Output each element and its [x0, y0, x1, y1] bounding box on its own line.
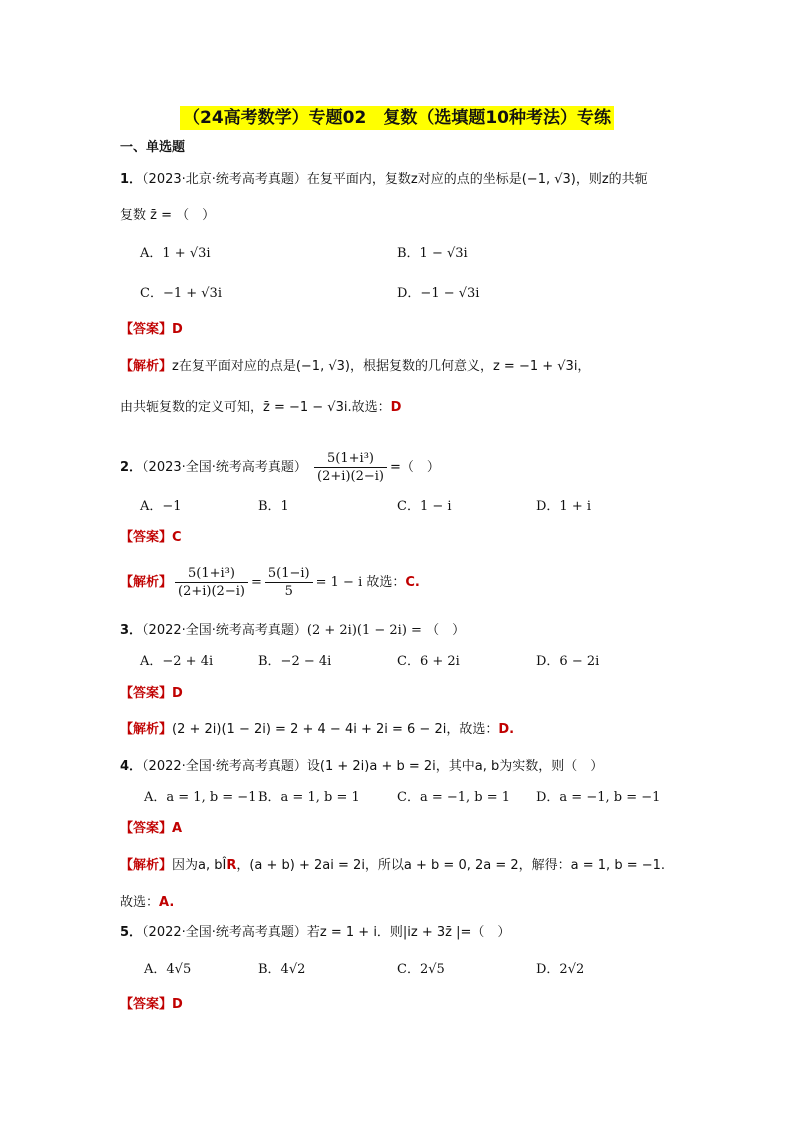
question-1-analysis-2: 由共轭复数的定义可知，z̄ = −1 − √3i.故选：D [120, 400, 402, 415]
question-2-source: （2023·全国·统考高考真题） [142, 460, 307, 475]
question-3-answer: 【答案】D [120, 686, 183, 701]
answer-value: D [172, 322, 183, 337]
question-5-source: （2022·全国·统考高考真题） [142, 925, 307, 940]
question-4-number: 4． [120, 759, 143, 774]
question-1-line-2: 复数 z̄ = （ ） [120, 208, 216, 223]
question-2-line: 2．（2023·全国·统考高考真题） $\frac{\text{5(1+i³)}}{(2+i)(2-i)}$ =（ ） [120, 451, 440, 484]
question-1-option-d: D．−1 − √3i [397, 286, 480, 301]
question-3-option-c: C．6 + 2i [397, 654, 460, 669]
question-2-option-b: B．1 [258, 499, 289, 514]
question-4-option-d: D．a = −1, b = −1 [536, 790, 661, 805]
question-3-option-b: B．−2 − 4i [258, 654, 332, 669]
question-3-option-d: D．6 − 2i [536, 654, 600, 669]
question-4-option-c: C．a = −1, b = 1 [397, 790, 511, 805]
question-4-analysis-2: 故选：A. [120, 895, 175, 910]
question-2-option-a: A．−1 [140, 499, 182, 514]
section-heading: 一、单选题 [120, 140, 186, 155]
question-2-fraction: $\frac{\text{5(1+i³)}}{(2+i)(2-i)}$ [314, 450, 387, 485]
question-1-text: 在复平面内，复数z对应的点的坐标是(−1, √3)，则z的共轭 [306, 172, 648, 187]
question-4-line: 4．（2022·全国·统考高考真题）设(1 + 2i)a + b = 2i，其中a, b为实数，则（ ） [120, 759, 604, 774]
question-3-line: 3．（2022·全国·统考高考真题）(2 + 2i)(1 − 2i) = （ ） [120, 623, 466, 638]
question-5-line: 5．（2022·全国·统考高考真题）若z = 1 + i．则|iz + 3z̄ |=（ ） [120, 925, 511, 940]
question-5-option-b: B．4√2 [258, 962, 306, 977]
question-4-option-a: A．a = 1, b = −1 [144, 790, 257, 805]
question-5-number: 5． [120, 925, 143, 940]
question-5-option-a: A．4√5 [144, 962, 192, 977]
question-3-number: 3． [120, 623, 143, 638]
question-2-analysis: 【解析】 $\frac{\text{5(1+i³)}}{(2+i)(2-i)}$ = $\frac{5(1-i)}{5}$ = 1 − i 故选：C. [120, 566, 420, 599]
question-3-option-a: A．−2 + 4i [140, 654, 214, 669]
question-1-option-a: A．1 + √3i [140, 246, 211, 261]
question-1-option-c: C．−1 + √3i [140, 286, 222, 301]
question-1-answer: 【答案】D [120, 322, 183, 337]
question-4-answer: 【答案】A [120, 821, 183, 836]
question-1-option-b: B．1 − √3i [397, 246, 468, 261]
question-2-option-d: D．1 + i [536, 499, 592, 514]
question-5-option-c: C．2√5 [397, 962, 445, 977]
question-2-number: 2． [120, 460, 143, 475]
question-5-answer: 【答案】D [120, 997, 183, 1012]
question-5-option-d: D．2√2 [536, 962, 585, 977]
page-title: （24高考数学）专题02 复数（选填题10种考法）专练 [0, 103, 794, 128]
question-1-analysis-1: 【解析】z在复平面对应的点是(−1, √3)，根据复数的几何意义，z = −1 + √3i， [120, 359, 591, 374]
question-2-option-c: C．1 − i [397, 499, 452, 514]
question-1-source: （2023·北京·统考高考真题） [142, 172, 307, 187]
question-1-number: 1． [120, 172, 143, 187]
question-2-answer: 【答案】C [120, 530, 182, 545]
question-4-source: （2022·全国·统考高考真题） [142, 759, 307, 774]
question-3-analysis: 【解析】(2 + 2i)(1 − 2i) = 2 + 4 − 4i + 2i = 6 − 2i，故选：D. [120, 722, 515, 737]
question-4-option-b: B．a = 1, b = 1 [258, 790, 360, 805]
question-1-line-1 [120, 170, 648, 190]
question-3-source: （2022·全国·统考高考真题） [142, 623, 307, 638]
question-4-analysis-1: 【解析】因为a, bÎR，(a + b) + 2ai = 2i，所以a + b = 0, 2a = 2，解得：a = 1, b = −1. [120, 858, 666, 873]
